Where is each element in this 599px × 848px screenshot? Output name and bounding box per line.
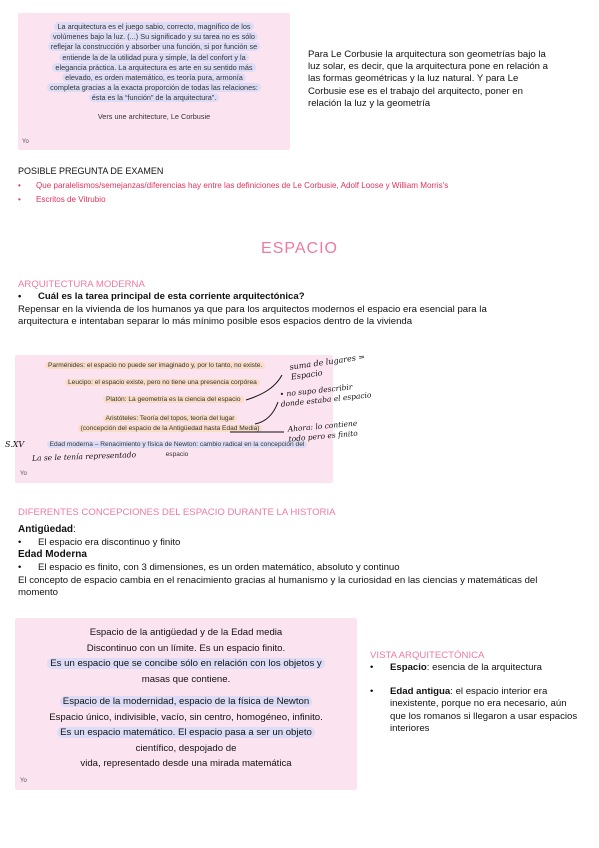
quote-line: ésta es la “función” de la arquitectura”.	[89, 93, 220, 102]
exam-item-text: Escritos de Vitrubio	[36, 195, 106, 204]
handwritten-note: La se le tenía representado	[31, 450, 137, 463]
quote-line: entiende la de la utilidad pura y simple, la del confort y la	[59, 53, 248, 62]
vista-item-label: Espacio	[390, 662, 427, 673]
handwritten-note: suma de lugares = Espacio	[289, 352, 366, 382]
concept-line: Aristóteles: Teoría del topos, teoría del lugar	[103, 415, 238, 422]
vista-list	[370, 662, 585, 735]
quote-line: La arquitectura es el juego sabio, correcto, magnífico de los	[54, 22, 253, 31]
space-line: Discontinuo con un límite. Es un espacio finito.	[84, 643, 288, 654]
space-line: Espacio de la antigüedad y de la Edad media	[87, 627, 286, 638]
section-heading: VISTA ARQUITECTÓNICA	[370, 650, 485, 661]
quote-line: elevado, es orden matemático, es teoría pura, armonía	[62, 73, 246, 82]
space-line: Es un espacio que se concibe sólo en relación con los objetos y	[47, 658, 324, 669]
exam-item-text: Que paralelismos/semejanzas/diferencias hay entre las definiciones de Le Corbusie, Adolf Loose y William Morris's	[36, 181, 449, 190]
space-line: científico, despojado de	[133, 743, 240, 754]
quote-card	[18, 13, 290, 150]
antiquity-heading	[18, 524, 76, 535]
antiquity-colon: :	[73, 524, 76, 535]
handwritten-note: S.XV	[5, 440, 25, 449]
concept-line: Leucipo: el espacio existe, pero no tiene una presencia corpórea	[65, 379, 260, 386]
list-item	[370, 662, 585, 674]
modern-age-heading	[18, 549, 87, 560]
modern-age-label: Edad Moderna	[18, 549, 87, 560]
vista-item-label: Edad antigua	[390, 686, 451, 698]
list-item	[18, 195, 578, 204]
concept-line: Edad moderna – Renacimiento y física de Newton: cambio radical en la concepción del	[47, 441, 308, 448]
space-card	[15, 618, 357, 790]
exam-title: POSIBLE PREGUNTA DE EXAMEN	[18, 166, 164, 176]
question-text: Cuál es la tarea principal de esta corriente arquitectónica?	[38, 291, 305, 302]
space-line: Espacio de la modernidad, espacio de la física de Newton	[60, 696, 312, 707]
quote-line: reflejar la construcción y absorber una función, si por función se	[48, 42, 260, 51]
modern-age-item: • El espacio es finito, con 3 dimensiones, es un orden matemático, absoluto y continuo	[18, 562, 400, 573]
author-tag: Yo	[22, 139, 29, 145]
handwritten-note: Ahora: lo contiene todo pero es finito	[287, 418, 359, 444]
concept-line: espacio	[165, 451, 189, 459]
history-paragraph: El concepto de espacio cambia en el renacimiento gracias al humanismo y la curiosidad en las ciencias y matemáticas del momento	[18, 575, 538, 599]
quote-line: elegancia práctica. La arquitectura es arte en su sentido más	[52, 63, 255, 72]
section-heading: ARQUITECTURA MODERNA	[18, 279, 145, 290]
author-tag: Yo	[20, 471, 27, 477]
antiquity-text: El espacio era discontinuo y finito	[38, 537, 181, 548]
concept-line: Parménides: el espacio no puede ser imaginado y, por lo tanto, no existe.	[45, 362, 265, 369]
page-title: ESPACIO	[261, 240, 338, 257]
modern-age-text: El espacio es finito, con 3 dimensiones, es un orden matemático, absoluto y continuo	[38, 562, 400, 573]
quote-line: completa gracias a la exacta proporción de todas las relaciones:	[47, 83, 261, 92]
space-line: masas que contiene.	[139, 674, 234, 685]
modern-answer: Repensar en la vivienda de los humanos ya que para los arquitectos modernos el espacio era esencial para la arquitectura e intentaban separar lo más mínimo posible esos espacios dentro de la vivienda	[18, 304, 487, 328]
space-line: Espacio único, indivisible, vacío, sin centro, homogéneo, infinito.	[46, 712, 326, 723]
exam-list	[18, 181, 578, 204]
handwritten-note: • no supo describir donde estaba el espacio	[279, 382, 372, 409]
side-note: Para Le Corbusie la arquitectura son geometrías bajo la luz solar, es decir, que la arquitectura pone en relación a las formas geométricas y la luz natural. Y para Le Corbusie ese es el trabajo del arquitecto, poner en relación la luz y la geometría	[308, 49, 548, 109]
quote-line: volúmenes bajo la luz. (...) Su significado y su tarea no es sólo	[50, 32, 258, 41]
concept-line: Platón: La geometría es la ciencia del espacio	[103, 396, 244, 403]
concept-line: (concepción del espacio de la Antigüedad hasta Edad Media)	[78, 425, 263, 432]
antiquity-label: Antigüedad	[18, 524, 73, 535]
quote-text	[26, 22, 282, 122]
space-line: Es un espacio matemático. El espacio pasa a ser un objeto	[57, 727, 315, 738]
antiquity-item: • El espacio era discontinuo y finito	[18, 537, 181, 548]
vista-item-text: : el espacio interior era inexistente, porque no era necesario, aún que los romanos si llegaron a usar espacios interiores	[390, 686, 578, 734]
vista-item-text: : esencia de la arquitectura	[426, 662, 542, 673]
section-heading: DIFERENTES CONCEPCIONES DEL ESPACIO DURANTE LA HISTORIA	[18, 507, 336, 518]
quote-source: Vers une architecture, Le Corbusie	[97, 111, 211, 121]
author-tag: Yo	[20, 778, 27, 784]
space-line: vida, representado desde una mirada matemática	[77, 758, 294, 769]
list-item	[18, 181, 578, 190]
list-item	[370, 686, 585, 735]
modern-question: • Cuál es la tarea principal de esta corriente arquitectónica?	[18, 291, 305, 302]
